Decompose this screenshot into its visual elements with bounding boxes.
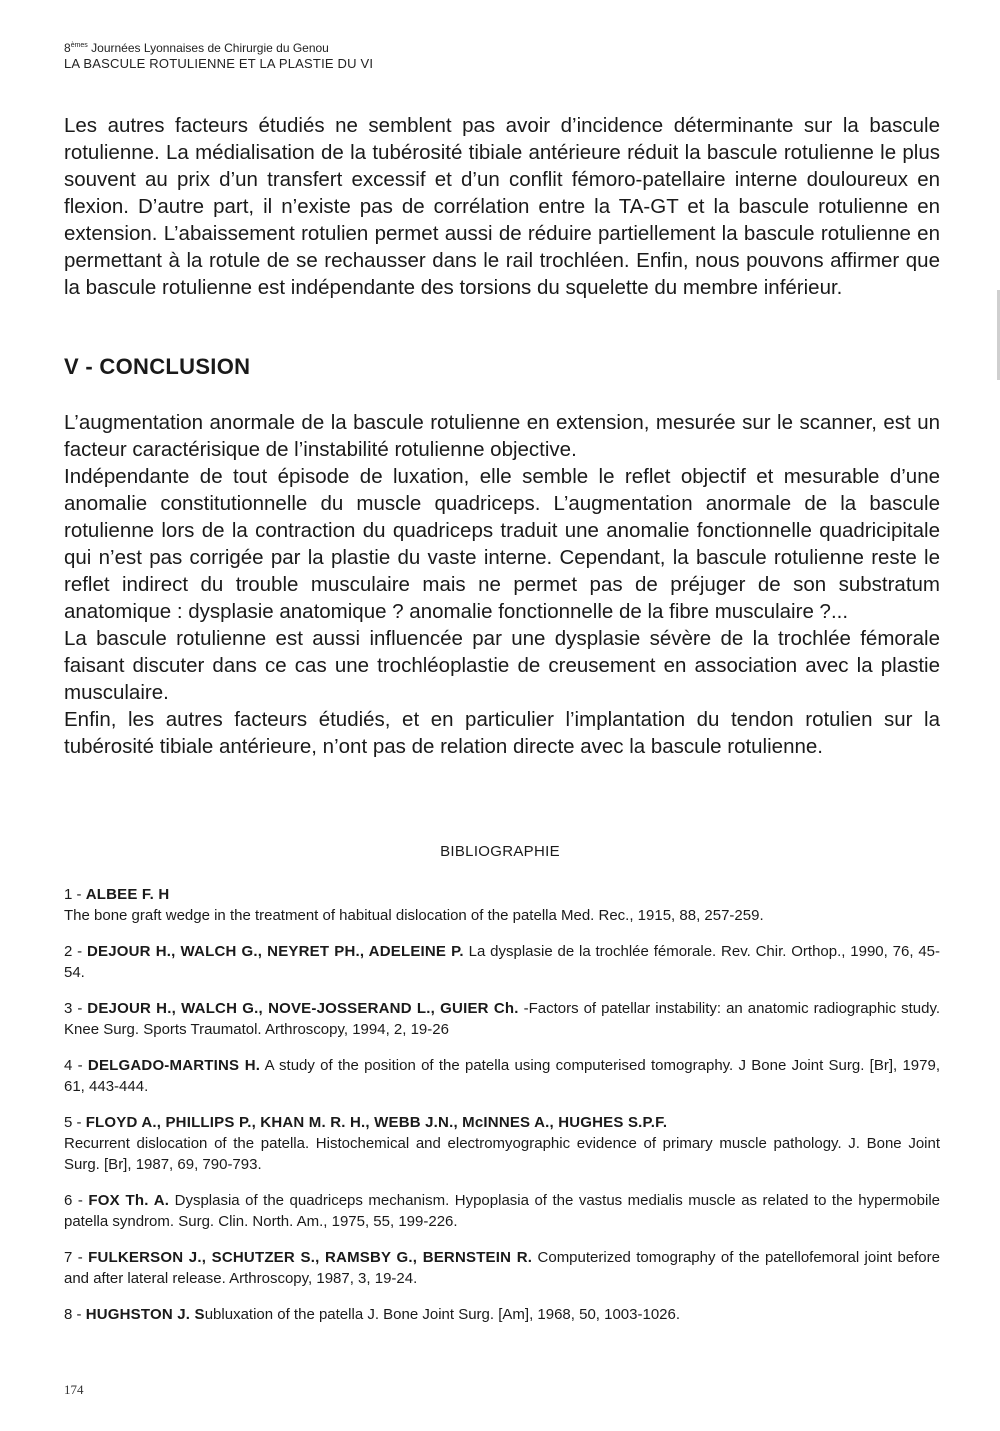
- header-article-title: LA BASCULE ROTULIENNE ET LA PLASTIE DU VI: [64, 56, 374, 71]
- running-header: [64, 38, 373, 71]
- reference-item: 5 - FLOYD A., PHILLIPS P., KHAN M. R. H., WEBB J.N., McINNES A., HUGHES S.P.F. Recurrent dislocation of the patella. Histochemical and electromyographic evidence of primary muscle pathology. J. Bone Joint Surg. [Br], 1987, 69, 790-793.: [64, 1114, 940, 1173]
- conclusion-paragraph: L’augmentation anormale de la bascule rotulienne en extension, mesurée sur le scanner, est un facteur caractérisique de l’instabilité rotulienne objective.: [64, 411, 940, 461]
- reference-item: 6 - FOX Th. A. Dysplasia of the quadriceps mechanism. Hypoplasia of the vastus medialis muscle as related to the hypermobile patella syndrom. Surg. Clin. North. Am., 1975, 55, 199-226.: [64, 1192, 940, 1230]
- header-conference: 8èmes Journées Lyonnaises de Chirurgie du Genou: [64, 41, 329, 55]
- reference-text: La dysplasie de la trochlée fémorale. Rev. Chir. Orthop., 1990, 76, 45-54.: [64, 943, 941, 981]
- conclusion-paragraph: La bascule rotulienne est aussi influencée par une dysplasie sévère de la trochlée fémorale faisant discuter dans ce cas une trochléoplastie de creusement en association avec la plastie musculaire.: [64, 627, 940, 704]
- reference-item: 1 - ALBEE F. H The bone graft wedge in the treatment of habitual dislocation of the patella Med. Rec., 1915, 88, 257-259.: [64, 884, 940, 926]
- reference-authors: DEJOUR H., WALCH G., NOVE-JOSSERAND L., GUIER Ch.: [87, 1000, 519, 1017]
- reference-authors: ALBEE F. H: [85, 886, 170, 903]
- conclusion-body: [64, 409, 940, 760]
- reference-text: -Factors of patellar instability: an anatomic radiographic study. Knee Surg. Sports Traumatol. Arthroscopy, 1994, 2, 19-26: [64, 1000, 940, 1038]
- reference-authors: HUGHSTON J. S: [85, 1306, 205, 1323]
- reference-item: 3 - DEJOUR H., WALCH G., NOVE-JOSSERAND L., GUIER Ch. -Factors of patellar instability: an anatomic radiographic study. Knee Surg. Sports Traumatol. Arthroscopy, 1994, 2, 19-26: [64, 1000, 940, 1038]
- section-heading-conclusion: V - CONCLUSION: [64, 354, 251, 379]
- bibliography-title: BIBLIOGRAPHIE: [440, 843, 560, 860]
- intro-paragraph: Les autres facteurs étudiés ne semblent pas avoir d’incidence déterminante sur la bascule rotulienne. La médialisation de la tubérosité tibiale antérieure réduit la bascule rotulienne le plus souvent au prix d’un transfert excessif et d’un conflit fémoro-patellaire interne douloureux en flexion. D’autre part, il n’existe pas de corrélation entre la TA-GT et la bascule rotulienne en extension. L’abaissement rotulien permet aussi de réduire partiellement la bascule rotulienne en permettant à la rotule de se rechausser dans le rail trochléen. Enfin, nous pouvons affirmer que la bascule rotulienne est indépendante des torsions du squelette du membre inférieur.: [64, 114, 940, 299]
- reference-text: Dysplasia of the quadriceps mechanism. Hypoplasia of the vastus medialis muscle as related to the hypermobile patella syndrom. Surg. Clin. North. Am., 1975, 55, 199-226.: [64, 1192, 940, 1230]
- reference-item: 2 - DEJOUR H., WALCH G., NEYRET PH., ADELEINE P. La dysplasie de la trochlée fémorale. Rev. Chir. Orthop., 1990, 76, 45-54.: [64, 943, 941, 981]
- reference-text: A study of the position of the patella using computerised tomography. J Bone Joint Surg. [Br], 1979, 61, 443-444.: [64, 1057, 941, 1095]
- reference-item: 4 - DELGADO-MARTINS H. A study of the position of the patella using computerised tomography. J Bone Joint Surg. [Br], 1979, 61, 443-444.: [64, 1057, 941, 1095]
- reference-authors: FULKERSON J., SCHUTZER S., RAMSBY G., BERNSTEIN R.: [88, 1249, 533, 1266]
- reference-item: 8 - HUGHSTON J. Subluxation of the patella J. Bone Joint Surg. [Am], 1968, 50, 1003-1026.: [64, 1306, 681, 1323]
- reference-text: ubluxation of the patella J. Bone Joint Surg. [Am], 1968, 50, 1003-1026.: [204, 1306, 681, 1323]
- reference-authors: DEJOUR H., WALCH G., NEYRET PH., ADELEINE P.: [87, 943, 464, 960]
- conclusion-paragraph: Enfin, les autres facteurs étudiés, et en particulier l’implantation du tendon rotulien sur la tubérosité tibiale antérieure, n’ont pas de relation directe avec la bascule rotulienne.: [64, 708, 940, 758]
- reference-item: 7 - FULKERSON J., SCHUTZER S., RAMSBY G., BERNSTEIN R. Computerized tomography of the patellofemoral joint before and after lateral release. Arthroscopy, 1987, 3, 19-24.: [64, 1249, 940, 1287]
- reference-authors: FLOYD A., PHILLIPS P., KHAN M. R. H., WEBB J.N., McINNES A., HUGHES S.P.F.: [85, 1114, 668, 1131]
- reference-text: Computerized tomography of the patellofemoral joint before and after lateral release. Arthroscopy, 1987, 3, 19-24.: [64, 1249, 940, 1287]
- reference-authors: DELGADO-MARTINS H.: [87, 1057, 261, 1074]
- bibliography-list: [64, 884, 940, 1340]
- reference-text: The bone graft wedge in the treatment of habitual dislocation of the patella Med. Rec., 1915, 88, 257-259.: [64, 907, 764, 924]
- conclusion-paragraph: Indépendante de tout épisode de luxation, elle semble le reflet objectif et mesurable d’une anomalie constitutionnelle du muscle quadriceps. L’augmentation anormale de la bascule rotulienne lors de la contraction du quadriceps traduit une anomalie fonctionnelle quadricipitale qui n’est pas corrigée par la plastie du vaste interne. Cependant, la bascule rotulienne reste le reflet indirect du trouble musculaire mais ne permet pas de préjuger de son substratum anatomique : dysplasie anatomique ? anomalie fonctionnelle de la fibre musculaire ?...: [64, 465, 940, 623]
- reference-authors: FOX Th. A.: [88, 1192, 170, 1209]
- reference-text: Recurrent dislocation of the patella. Histochemical and electromyographic evidence of primary muscle pathology. J. Bone Joint Surg. [Br], 1987, 69, 790-793.: [64, 1135, 940, 1173]
- page-number: 174: [64, 1382, 84, 1397]
